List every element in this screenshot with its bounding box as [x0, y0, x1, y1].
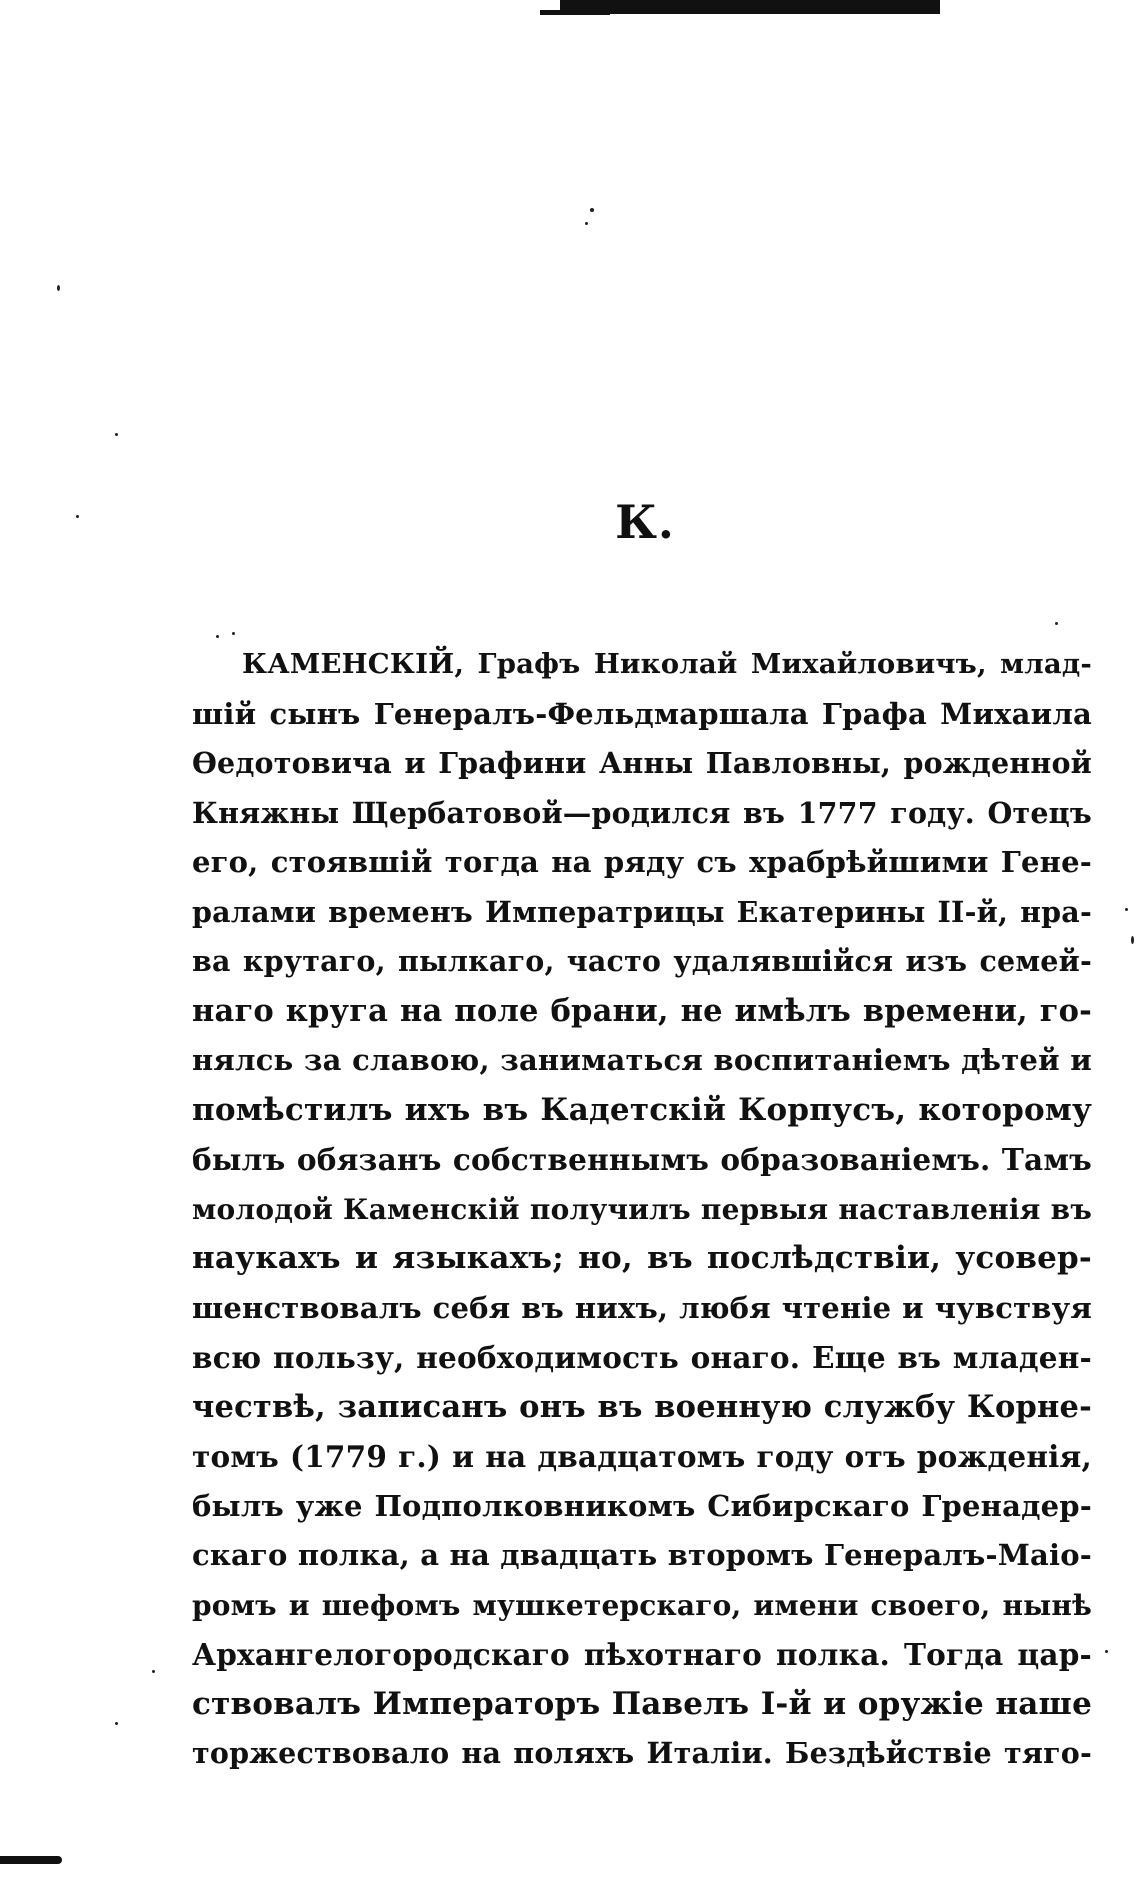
text-line: ствовалъ Императоръ Павелъ І-й и оружіе наше [192, 1685, 1092, 1722]
scan-speck [232, 632, 235, 635]
text-line: томъ (1779 г.) и на двадцатомъ году отъ рожденія, [192, 1439, 1092, 1474]
scan-edge-artifact-top [560, 0, 940, 14]
scan-speck [1105, 1650, 1108, 1653]
scan-speck [1131, 936, 1134, 944]
text-line: Княжны Щербатовой—родился въ 1777 году. Отецъ [192, 795, 1092, 830]
scan-speck [1055, 622, 1058, 625]
text-line: его, стоявшій тогда на ряду съ храбрѣйшими Гене- [192, 845, 1092, 879]
text-line: шенствовалъ себя въ нихъ, любя чтеніе и чувствуя [192, 1290, 1092, 1325]
scan-speck [152, 1670, 155, 1673]
text-line: ралами временъ Императрицы Екатерины II-й, нра- [192, 894, 1092, 929]
text-line: ва крутаго, пылкаго, часто удалявшійся изъ семей- [192, 944, 1092, 978]
text-line: молодой Каменскій получилъ первыя наставленія въ [192, 1192, 1092, 1226]
scan-speck [1125, 908, 1128, 911]
scan-speck [590, 208, 594, 212]
scan-speck [115, 433, 118, 436]
text-line: помѣстилъ ихъ въ Кадетскій Корпусъ, которому [192, 1091, 1092, 1128]
scan-speck [115, 1722, 118, 1725]
text-line: всю пользу, необходимость онаго. Еще въ младен- [192, 1340, 1092, 1375]
scan-edge-artifact-bottom [0, 1856, 62, 1864]
text-line: былъ обязанъ собственнымъ образованіемъ. Тамъ [192, 1142, 1092, 1177]
text-line: былъ уже Подполковникомъ Сибирскаго Гренадер- [192, 1488, 1092, 1523]
text-line: торжествовало на поляхъ Италіи. Бездѣйствіе тяго- [192, 1736, 1092, 1770]
text-line: чествѣ, записанъ онъ въ военную службу Корне- [192, 1388, 1092, 1425]
scan-speck [216, 635, 219, 638]
scan-speck [585, 222, 588, 225]
text-line: наукахъ и языкахъ; но, въ послѣдствіи, усовер- [192, 1240, 1092, 1276]
text-line: наго круга на поле брани, не имѣлъ времени, го- [192, 992, 1092, 1029]
text-line: скаго полка, а на двадцать второмъ Генералъ-Маіо- [192, 1538, 1092, 1572]
section-letter-heading: К. [615, 495, 675, 549]
scan-edge-artifact-top-small [540, 10, 610, 15]
text-line: КАМЕНСКІЙ, Графъ Николай Михайловичъ, млад- [242, 648, 1092, 680]
entry-text [192, 640, 1092, 1779]
text-line: нялсь за славою, заниматься воспитаніемъ дѣтей и [192, 1043, 1092, 1077]
text-line: ромъ и шефомъ мушкетерскаго, имени своего, нынѣ [192, 1588, 1092, 1622]
text-line: шій сынъ Генералъ-Фельдмаршала Графа Михаила [192, 696, 1092, 731]
scan-speck [57, 285, 60, 291]
text-line: Ѳедотовича и Графини Анны Павловны, рожденной [192, 746, 1092, 780]
text-line: Архангелогородскаго пѣхотнаго полка. Тогда цар- [192, 1637, 1092, 1672]
